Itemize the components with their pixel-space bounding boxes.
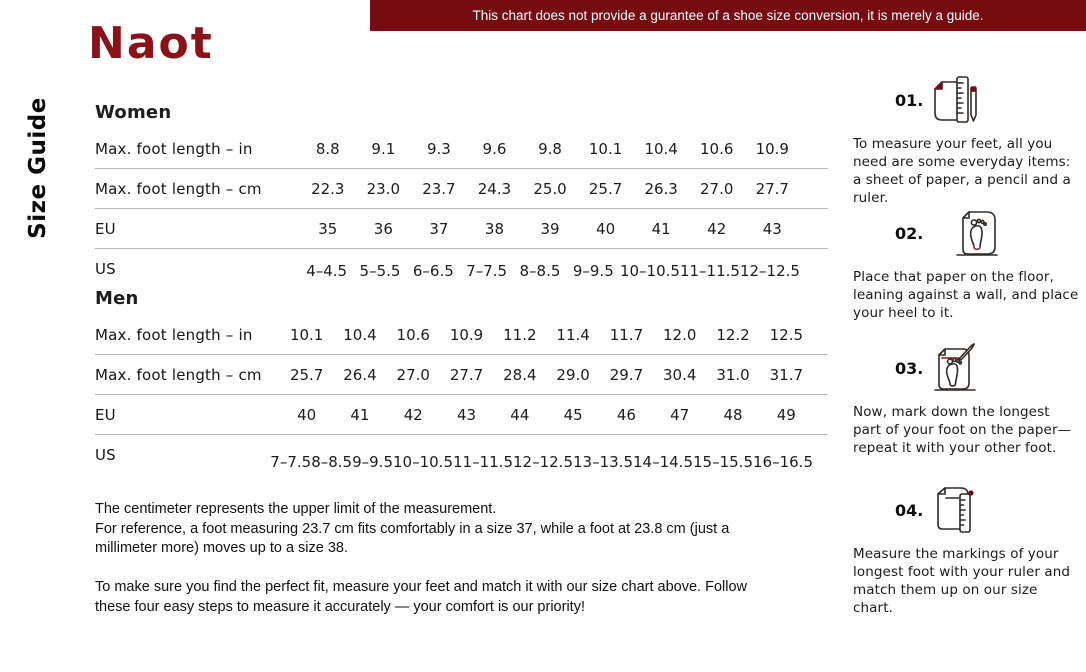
size-value: 25.7 <box>588 180 623 198</box>
size-value: 9.1 <box>371 140 396 158</box>
size-value: 25.7 <box>289 366 324 384</box>
size-value: 43 <box>456 406 477 424</box>
row-label: Max. foot length – cm <box>95 180 262 198</box>
size-value: 23.0 <box>366 180 401 198</box>
size-value: 11.4 <box>556 326 590 344</box>
size-value: 8–8.5 <box>519 262 561 280</box>
size-value: 26.4 <box>343 366 377 384</box>
size-value: 12–12.5 <box>739 262 800 280</box>
size-value: 10.9 <box>449 326 484 344</box>
size-value: 10.4 <box>343 326 377 344</box>
size-value: 10.4 <box>644 140 678 158</box>
size-value: 9.6 <box>482 140 507 158</box>
size-value: 12.0 <box>663 326 697 344</box>
size-value: 11.2 <box>503 326 537 344</box>
size-value: 45 <box>563 406 583 424</box>
men-table <box>95 288 828 474</box>
size-value: 10.6 <box>700 140 734 158</box>
step-text: To measure your feet, all you need are some everyday items: a sheet of paper, a pencil and a ruler. <box>853 136 1071 206</box>
row-label: EU <box>95 406 116 424</box>
women-table <box>95 102 828 288</box>
size-value: 27.7 <box>449 366 484 384</box>
row-label: Max. foot length – in <box>95 326 253 344</box>
paper-ruler-pencil-icon <box>929 73 981 127</box>
row-label: US <box>95 260 116 278</box>
size-value: 24.3 <box>477 180 512 198</box>
row-label: Max. foot length – cm <box>95 366 262 384</box>
step-number: 03. <box>895 358 924 378</box>
size-value: 27.0 <box>700 180 734 198</box>
size-value: 43 <box>762 220 782 238</box>
size-value: 9.8 <box>538 140 562 158</box>
size-value: 10.9 <box>755 140 789 158</box>
table-row <box>95 129 828 169</box>
size-value: 48 <box>723 406 743 424</box>
size-value: 46 <box>616 406 636 424</box>
size-value: 29.7 <box>609 366 644 384</box>
size-value: 11–11.5 <box>679 262 740 280</box>
size-value: 42 <box>403 406 423 424</box>
table-row <box>95 355 828 395</box>
size-value: 9–9.5 <box>352 453 393 471</box>
women-heading: Women <box>95 102 172 123</box>
size-value: 31.0 <box>716 366 750 384</box>
step-text: Measure the markings of your longest foot with your ruler and match them up on our size chart. <box>853 546 1071 616</box>
size-value: 10.6 <box>396 326 430 344</box>
table-row <box>95 315 828 355</box>
table-row <box>95 395 828 435</box>
size-value: 28.4 <box>503 366 537 384</box>
size-value: 16–16.5 <box>753 453 813 471</box>
table-row <box>95 169 828 209</box>
paper-footprint-icon <box>953 206 1005 260</box>
step-text: Place that paper on the floor, leaning against a wall, and place your heel to it. <box>853 269 1079 321</box>
size-value: 26.3 <box>644 180 678 198</box>
size-value: 7–7.5 <box>466 262 508 280</box>
size-value: 27.7 <box>755 180 789 198</box>
disclaimer-banner <box>370 0 1086 31</box>
size-value: 8–8.5 <box>311 453 353 471</box>
size-value: 15–15.5 <box>693 453 753 471</box>
size-value: 30.4 <box>663 366 697 384</box>
footnote-measurement: The centimeter represents the upper limit of the measurement. For reference, a foot measuring 23.7 cm fits comfortably in a size 37, while a foot at 23.8 cm (just a millimeter more) moves up to a size 38. <box>95 501 730 557</box>
size-value: 12–12.5 <box>513 453 573 471</box>
size-value: 35 <box>318 220 338 238</box>
step-4 <box>853 482 1079 618</box>
size-value: 9–9.5 <box>572 262 614 280</box>
table-row <box>95 435 828 474</box>
size-value: 38 <box>484 220 505 238</box>
size-value: 10.1 <box>289 326 324 344</box>
size-value: 10–10.5 <box>619 262 680 280</box>
size-value: 11–11.5 <box>453 453 513 471</box>
step-text: Now, mark down the longest part of your foot on the paper—repeat it with your other foot. <box>853 404 1072 456</box>
size-value: 12.5 <box>769 326 804 344</box>
size-value: 47 <box>670 406 690 424</box>
size-value: 37 <box>429 220 449 238</box>
size-value: 12.2 <box>716 326 750 344</box>
step-number: 04. <box>895 500 924 520</box>
size-value: 10–10.5 <box>393 453 453 471</box>
row-label: EU <box>95 220 116 238</box>
size-value: 42 <box>707 220 727 238</box>
size-value: 14–14.5 <box>633 453 693 471</box>
size-value: 39 <box>540 220 560 238</box>
table-row <box>95 209 828 249</box>
paper-footprint-pencil-icon <box>929 341 981 395</box>
size-value: 23.7 <box>422 180 456 198</box>
size-value: 29.0 <box>556 366 590 384</box>
footnotes <box>95 500 771 618</box>
naot-logo: Naot <box>88 18 214 69</box>
row-label: Max. foot length – in <box>95 140 253 158</box>
size-value: 13–13.5 <box>573 453 633 471</box>
size-value: 40 <box>297 406 317 424</box>
size-value: 8.8 <box>315 140 340 158</box>
step-1 <box>853 72 1079 208</box>
size-value: 11.7 <box>609 326 644 344</box>
size-value: 41 <box>651 220 671 238</box>
size-value: 7–7.5 <box>270 453 312 471</box>
step-number: 01. <box>895 90 924 110</box>
size-guide-label: Size Guide <box>25 97 51 239</box>
row-label: US <box>95 446 116 464</box>
step-number: 02. <box>895 223 924 243</box>
size-value: 25.0 <box>533 180 567 198</box>
size-value: 36 <box>373 220 393 238</box>
size-value: 22.3 <box>311 180 345 198</box>
size-value: 41 <box>350 406 370 424</box>
size-value: 44 <box>510 406 530 424</box>
footnote-fit: To make sure you find the perfect fit, measure your feet and match it with our size chart above. Follow these four easy steps to measure it accurately — your comfort is our priority! <box>95 579 748 615</box>
size-value: 9.3 <box>426 140 451 158</box>
size-value: 6–6.5 <box>412 262 454 280</box>
size-value: 49 <box>776 406 796 424</box>
disclaimer-text: This chart does not provide a gurantee of a shoe size conversion, it is merely a guide. <box>472 8 984 23</box>
size-value: 27.0 <box>396 366 430 384</box>
step-3 <box>853 340 1079 458</box>
step-2 <box>853 205 1079 323</box>
size-value: 10.1 <box>588 140 623 158</box>
table-row <box>95 249 828 288</box>
size-value: 4–4.5 <box>306 262 348 280</box>
size-value: 5–5.5 <box>359 262 401 280</box>
paper-ruler-icon <box>929 483 981 537</box>
size-value: 40 <box>596 220 616 238</box>
size-tables <box>95 102 828 618</box>
size-value: 31.7 <box>769 366 804 384</box>
men-heading: Men <box>95 288 139 309</box>
